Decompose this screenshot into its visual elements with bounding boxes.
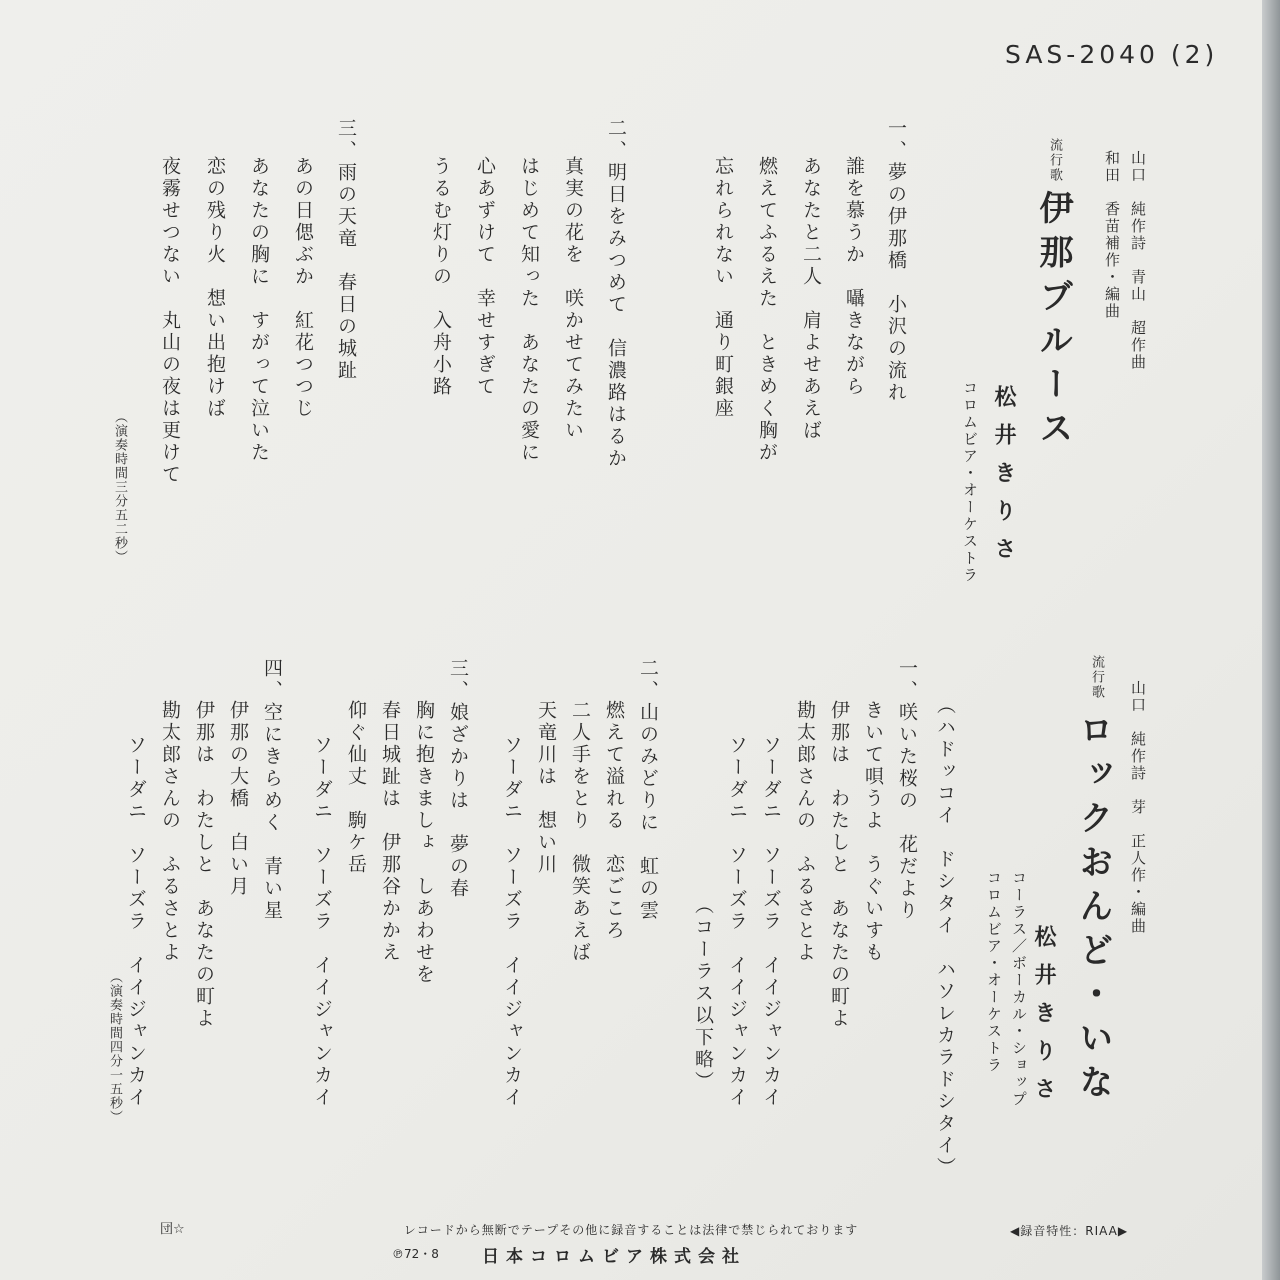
- song1-verse2-line2: 真実の花を 咲かせてみたい: [562, 156, 584, 442]
- song1-title: 伊那ブルース: [1033, 190, 1073, 454]
- song1-verse2-line1: 二、明日をみつめて 信濃路はるか: [605, 118, 627, 470]
- copyright-notice: レコードから無断でテープその他に録音することは法律で禁じられております: [403, 1223, 859, 1237]
- phonogram-code: ℗72・8: [392, 1247, 439, 1261]
- song2-verse1-line6: ソーダニ ソーズラ イイジャンカイ: [726, 735, 748, 1109]
- song1-verse1-line5: 忘れられない 通り町銀座: [712, 156, 734, 420]
- song1-verse3-line4: 恋の残り火 想い出抱けば: [204, 156, 226, 420]
- song2-chorus: コーラス／ボーカル・ショップ: [1010, 870, 1028, 1108]
- song2-verse2-line5: ソーダニ ソーズラ イイジャンカイ: [501, 735, 523, 1109]
- song2-verse1-chorus-note: （コーラス以下略）: [692, 895, 714, 1093]
- song2-verse4-line1: 四、空にきらめく 青い星: [261, 658, 283, 922]
- song2-verse3-line5: ソーダニ ソーズラ イイジャンカイ: [311, 735, 333, 1109]
- song2-verse4-line4: 勘太郎さんの ふるさとよ: [159, 700, 181, 964]
- song1-verse3-line1: 三、雨の天竜 春日の城趾: [335, 118, 357, 382]
- riaa-note: ◀録音特性：RIAA▶: [1010, 1224, 1129, 1238]
- song1-orchestra: コロムビア・オーケストラ: [961, 380, 979, 584]
- song1-artist: 松井きりさ: [991, 385, 1016, 575]
- song1-arranger-credit: 和田 香苗補作・編曲: [1103, 150, 1121, 320]
- song1-lyricist-credit: 山口 純作詩 青山 超作曲: [1129, 150, 1147, 371]
- song2-verse2-line4: 天竜川は 想い川: [535, 700, 557, 876]
- song2-verse4-line3: 伊那は わたしと あなたの町よ: [193, 700, 215, 1030]
- song2-verse1-line1: 一、咲いた桜の 花だより: [896, 658, 918, 922]
- song1-verse1-line2: 誰を慕うか 囁きながら: [843, 156, 865, 398]
- song2-verse3-line4: 仰ぐ仙丈 駒ケ岳: [345, 700, 367, 876]
- song1-duration: （演奏時間三分五二秒）: [112, 410, 127, 564]
- song1-verse3-line2: あの日偲ぶか 紅花つつじ: [292, 156, 314, 420]
- song1-verse1-line1: 一、夢の伊那橋 小沢の流れ: [885, 118, 907, 404]
- song2-verse3-line2: 胸に抱きましょ しあわせを: [413, 700, 435, 986]
- song1-verse2-line3: はじめて知った あなたの愛に: [518, 156, 540, 464]
- label-mark: 団☆: [160, 1222, 185, 1237]
- song2-artist: 松井きりさ: [1031, 925, 1056, 1115]
- song2-credit: 山口 純作詩 芽 正人作・編曲: [1129, 680, 1147, 935]
- song2-verse3-line3: 春日城趾は 伊那谷かかえ: [379, 700, 401, 964]
- song2-verse4-line5: ソーダニ ソーズラ イイジャンカイ: [125, 735, 147, 1109]
- sleeve-edge: [1262, 0, 1280, 1280]
- song1-verse2-line4: 心あずけて 幸せすぎて: [474, 156, 496, 398]
- song2-verse1-line4: 勘太郎さんの ふるさとよ: [794, 700, 816, 964]
- song1-verse3-line3: あなたの胸に すがって泣いた: [248, 156, 270, 464]
- song2-verse1-line3: 伊那は わたしと あなたの町よ: [828, 700, 850, 1030]
- song1-genre: 流行歌: [1047, 138, 1062, 183]
- catalog-number: SAS-2040 (2): [1005, 40, 1219, 69]
- song2-verse2-line1: 二、山のみどりに 虹の雲: [637, 658, 659, 922]
- song2-duration: （演奏時間四分一五秒）: [107, 970, 122, 1124]
- song2-verse2-line2: 燃えて溢れる 恋ごころ: [603, 700, 625, 942]
- song1-verse1-line4: 燃えてふるえた ときめく胸が: [756, 156, 778, 464]
- song2-genre: 流行歌: [1089, 655, 1104, 700]
- song2-verse3-line1: 三、娘ざかりは 夢の春: [447, 658, 469, 900]
- song2-verse1-line2: きいて唄うよ うぐいすも: [862, 700, 884, 964]
- company-name: 日本コロムビア株式会社: [482, 1247, 746, 1267]
- song2-verse2-line3: 二人手をとり 微笑あえば: [569, 700, 591, 964]
- song2-intro: （ハドッコイ ドシタイ ハソレカラドシタイ）: [934, 695, 956, 1179]
- song1-verse1-line3: あなたと二人 肩よせあえば: [800, 156, 822, 442]
- song2-verse4-line2: 伊那の大橋 白い月: [227, 700, 249, 898]
- song1-verse3-line5: 夜霧せつない 丸山の夜は更けて: [159, 156, 181, 486]
- song1-verse2-line5: うるむ灯りの 入舟小路: [430, 156, 452, 398]
- song2-title: ロックおんど・いな: [1073, 712, 1113, 1108]
- song2-verse1-line5: ソーダニ ソーズラ イイジャンカイ: [760, 735, 782, 1109]
- song2-orchestra: コロムビア・オーケストラ: [985, 870, 1003, 1074]
